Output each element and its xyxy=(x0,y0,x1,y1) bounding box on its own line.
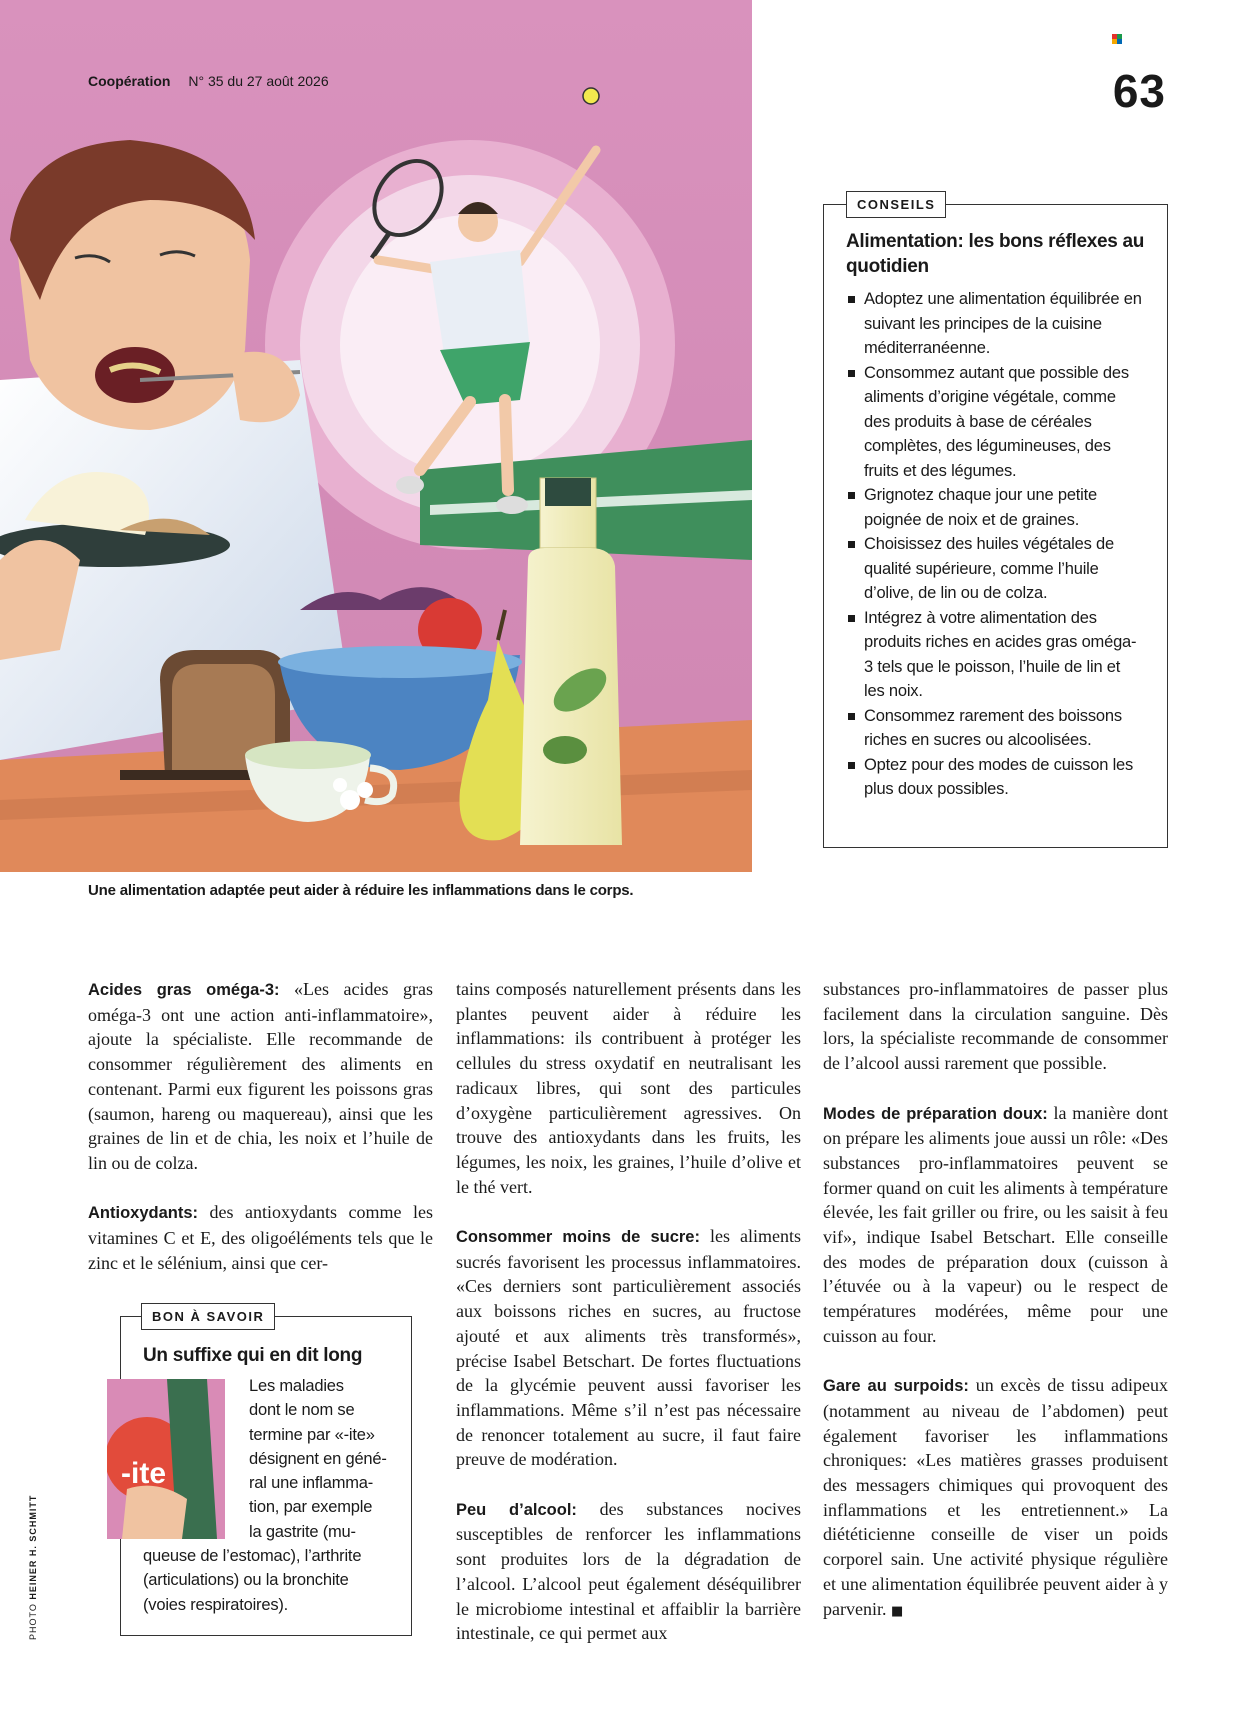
article-column-3 xyxy=(823,977,1168,1624)
bon-line: la gastrite (mu- xyxy=(249,1522,356,1541)
bon-line: termine par «-ite» xyxy=(249,1425,375,1444)
paragraph-lead: Peu d’alcool: xyxy=(456,1500,577,1519)
magazine-name: Coopération xyxy=(88,73,171,89)
conseils-item: Consommez rarement des boissons riches en sucres ou alcoolisées. xyxy=(846,704,1145,753)
paragraph-antioxydants xyxy=(88,1200,433,1275)
paragraph-alcool-cont: substances pro-inflammatoires de passer plus facilement dans la circulation sanguine. Dès lors, la spécialiste recommande de consommer de l’alcool aussi rarement que possible. xyxy=(823,979,1168,1074)
credit-name: HEINER H. SCHMITT xyxy=(28,1494,38,1600)
conseils-box xyxy=(823,197,1168,848)
conseils-tag: CONSEILS xyxy=(846,191,946,218)
paragraph-text: les aliments sucrés favorisent les processus inflammatoires. «Ces derniers sont particulièrement associés aux boissons riches en sucres, au fructose ajouté et aux aliments très transformés», précise Isabel Betschart. De fortes fluctuations de la glycémie peuvent aussi favoriser les inflammations. Même s’il n’est pas nécessaire de renoncer totalement au sucre, il faut faire preuve de modération. xyxy=(456,1226,802,1470)
paragraph-text: un excès de tissu adipeux (notamment au niveau de l’abdomen) peut également favoriser les inflammations chroniques: «Les matières grasses produisent des messagers chimiques qui provoquent des inflammations et les entretiennent.» La diététicienne conseille de viser un poids corporel sain. Une activité physique régulière et une alimentation équilibrée peuvent aider à y parvenir. xyxy=(823,1375,1169,1619)
brand-logo-icon xyxy=(1112,34,1122,44)
bon-line: Les maladies xyxy=(249,1377,344,1395)
paragraph-text: des substances nocives susceptibles de renforcer les inflammations sont produites lors de la dégradation de l’alcool. L’alcool peut également déséquilibrer le microbiome intestinal et affaiblir la barrière intestinale, ce qui permet aux xyxy=(456,1498,802,1644)
photo-credit xyxy=(28,1495,38,1640)
paragraph-lead: Consommer moins de sucre: xyxy=(456,1228,700,1247)
credit-label: PHOTO xyxy=(28,1603,38,1640)
paragraph-alcool xyxy=(456,1497,801,1646)
conseils-item: Grignotez chaque jour une petite poignée de noix et de graines. xyxy=(846,483,1145,532)
bon-line: tion, par exemple xyxy=(249,1498,373,1517)
conseils-title: Alimentation: les bons réflexes au quotidien xyxy=(846,231,1145,277)
bon-a-savoir-tag: BON À SAVOIR xyxy=(141,1303,275,1330)
conseils-item: Choisissez des huiles végétales de qualité supérieure, comme l’huile d’olive, de lin ou de colza. xyxy=(846,532,1145,606)
bon-a-savoir-box xyxy=(120,1309,412,1636)
ite-label: -ite xyxy=(121,1457,166,1490)
bon-a-savoir-title: Un suffixe qui en dit long xyxy=(143,1345,363,1366)
conseils-list xyxy=(846,287,1145,802)
conseils-item: Optez pour des modes de cuisson les plus doux possibles. xyxy=(846,753,1145,802)
ite-suffix-figure xyxy=(107,1379,225,1539)
paragraph-text: la manière dont on prépare les aliments joue aussi un rôle: «Des substances pro-inflammatoires peuvent se former quand on cuit les aliments à température élevée, les fait griller ou frire, ou les saisit à feu vif», indique Isabel Betschart. Elle conseille des modes de préparation doux (cuisson à l’étuvée ou à la vapeur) ou le respect de températures modérées, même pour une cuisson au four. xyxy=(823,1102,1168,1346)
hero-illustration xyxy=(0,0,752,872)
conseils-item: Adoptez une alimentation équilibrée en suivant les principes de la cuisine méditerranéenne. xyxy=(846,287,1145,361)
paragraph-sucre xyxy=(456,1224,801,1472)
article-column-2 xyxy=(456,977,801,1646)
paragraph-lead: Modes de préparation doux: xyxy=(823,1104,1048,1123)
article-column-1 xyxy=(88,977,433,1275)
paragraph-omega3 xyxy=(88,977,433,1176)
end-mark-icon: ■ xyxy=(890,1603,904,1619)
conseils-item: Intégrez à votre alimentation des produits riches en acides gras oméga-3 tels que le poisson, l’huile de lin et les noix. xyxy=(846,606,1145,704)
paragraph-lead: Gare au surpoids: xyxy=(823,1377,969,1396)
page-number: 63 xyxy=(1112,65,1166,117)
paragraph-antioxydants-cont: tains composés naturellement présents dans les plantes peuvent aider à réduire les inflammations: ils contribuent à protéger les cellules du stress oxydatif en neutralisant les radicaux libres, qui sont des particules d’oxygène particulièrement agressives. On trouve des antioxydants dans les fruits, les légumes, les noix, les graines, l’huile d’olive et le thé vert. xyxy=(456,979,801,1197)
bon-text-rest: queuse de l’estomac), l’arthrite (articulations) ou la bronchite (voies respiratoires). xyxy=(143,1547,362,1614)
paragraph-surpoids xyxy=(823,1373,1168,1624)
tennis-ball-icon xyxy=(583,88,599,104)
image-caption: Une alimentation adaptée peut aider à réduire les inflammations dans le corps. xyxy=(88,882,634,899)
bon-line: dont le nom se xyxy=(249,1401,355,1420)
page-header xyxy=(88,73,329,89)
paragraph-lead: Antioxydants: xyxy=(88,1204,199,1223)
paragraph-text: «Les acides gras oméga-3 ont une action anti-inflammatoire», ajoute la spécialiste. Elle recommande de consommer régulièrement des aliments en contenant. Parmi eux figurent les poissons gras (saumon, hareng ou maquereau), ainsi que les graines de lin et de chia, les noix et l’huile de lin ou de colza. xyxy=(88,979,434,1173)
paragraph-lead: Acides gras oméga-3: xyxy=(88,981,280,999)
paragraph-preparation xyxy=(823,1101,1168,1349)
paragraph-text: des antioxydants comme les vitamines C et E, des oligoéléments tels que le zinc et le sélénium, ainsi que cer- xyxy=(88,1202,433,1273)
conseils-item: Consommez autant que possible des aliments d’origine végétale, comme des produits à base de céréales complètes, des légumineuses, des fruits et des légumes. xyxy=(846,361,1145,484)
bon-line: ral une inflamma- xyxy=(249,1474,374,1493)
issue-info: N° 35 du 27 août 2026 xyxy=(188,73,329,89)
bon-line: désignent en géné- xyxy=(249,1449,387,1468)
